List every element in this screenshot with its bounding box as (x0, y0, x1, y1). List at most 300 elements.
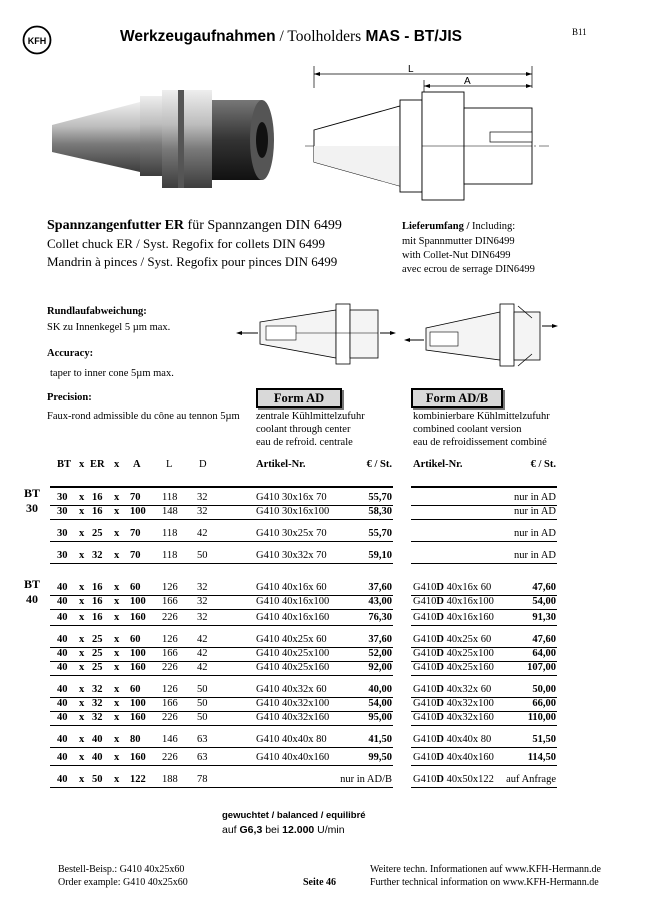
cell-l: 126 (162, 634, 178, 645)
row-divider (50, 747, 393, 748)
header-divider (411, 486, 557, 488)
table-row (0, 697, 645, 711)
cell-x2: x (114, 612, 120, 623)
cell-a: 70 (130, 550, 141, 561)
cell-x1: x (79, 774, 85, 785)
cell-a: 100 (130, 648, 146, 659)
cell-bt: 30 (57, 492, 68, 503)
article-2-form: D (436, 634, 444, 645)
cell-er: 50 (92, 774, 103, 785)
cell-l: 226 (162, 752, 178, 763)
cell-l: 166 (162, 648, 178, 659)
article-2-prefix: G410 (413, 684, 437, 695)
cell-d: 50 (197, 698, 208, 709)
cell-l: 118 (162, 492, 178, 503)
cell-er: 40 (92, 734, 103, 745)
cell-a: 100 (130, 506, 146, 517)
cell-l: 118 (162, 550, 178, 561)
cell-er: 25 (92, 634, 103, 645)
cell-bt: 40 (57, 752, 68, 763)
table-row (0, 527, 645, 541)
delivery-line-3: avec ecrou de serrage DIN6499 (402, 264, 535, 275)
title-sep: / (275, 28, 288, 45)
cell-d: 42 (197, 648, 208, 659)
cell-l: 126 (162, 684, 178, 695)
cell-x1: x (79, 712, 85, 723)
cell-x2: x (114, 648, 120, 659)
cell-d: 32 (197, 582, 208, 593)
cell-bt: 40 (57, 596, 68, 607)
title-de: Werkzeugaufnahmen (120, 28, 276, 45)
cell-price: 54,00 (368, 698, 392, 709)
cell-x1: x (79, 662, 85, 673)
cell-a: 160 (130, 612, 146, 623)
cell-x1: x (79, 550, 85, 561)
article-2-prefix: G410 (413, 612, 437, 623)
cell-d: 42 (197, 634, 208, 645)
page-title (120, 28, 462, 46)
table-header (0, 458, 645, 472)
col-x1: x (79, 459, 85, 470)
group-bt40-size: 40 (26, 592, 38, 606)
table-row (0, 505, 645, 519)
cell-x2: x (114, 774, 120, 785)
cell-article: G410 40x25x160 (256, 662, 330, 673)
cell-d: 50 (197, 712, 208, 723)
table-row (0, 683, 645, 697)
cell-x1: x (79, 698, 85, 709)
cell-bt: 40 (57, 774, 68, 785)
cell-a: 60 (130, 582, 141, 593)
footer-info-en: Further technical information on www.KFH-Hermann.de (370, 877, 599, 888)
cell-x1: x (79, 634, 85, 645)
article-2-suffix: 40x16x160 (443, 612, 494, 623)
group-bt30-bt: BT (24, 486, 41, 500)
cell-a: 70 (130, 492, 141, 503)
dim-a-label: A (464, 76, 471, 87)
product-name-rest: für Spannzangen DIN 6499 (184, 218, 342, 233)
article-2-form: D (436, 662, 444, 673)
cell-a: 122 (130, 774, 146, 785)
spec-de-title: Rundlaufabweichung: (47, 306, 147, 317)
row-divider (411, 787, 557, 788)
cell-price: 43,00 (368, 596, 392, 607)
title-en: Toolholders (287, 28, 362, 45)
cell-x2: x (114, 596, 120, 607)
cell-er: 32 (92, 698, 103, 709)
article-2-suffix: 40x16x100 (443, 596, 494, 607)
article-2-form: D (436, 712, 444, 723)
article-2-suffix: 40x25x100 (443, 648, 494, 659)
cell-x2: x (114, 634, 120, 645)
article-2-prefix: G410 (413, 712, 437, 723)
cell-price: 92,00 (368, 662, 392, 673)
article-2-prefix: G410 (413, 596, 437, 607)
col-x2: x (114, 459, 120, 470)
col-l: L (166, 459, 173, 470)
cell-a: 80 (130, 734, 141, 745)
col-art2: Artikel-Nr. (413, 459, 463, 470)
cell-x2: x (114, 712, 120, 723)
article-2-form: D (436, 684, 444, 695)
cell-price-2: 66,00 (532, 698, 556, 709)
cell-x1: x (79, 492, 85, 503)
col-price: € / St. (366, 459, 392, 470)
cell-price-2: 51,50 (532, 734, 556, 745)
balance-rpm: 12.000 (282, 824, 315, 836)
article-2-form: D (436, 612, 444, 623)
product-line-fr: Mandrin à pinces / Syst. Regofix pour pinces DIN 6499 (47, 254, 338, 269)
cell-price-2: nur in AD (514, 492, 556, 503)
cell-price-2: 64,00 (532, 648, 556, 659)
cell-d: 32 (197, 492, 208, 503)
cell-article: G410 40x40x 80 (256, 734, 327, 745)
col-a: A (133, 459, 141, 470)
cell-price: 76,30 (368, 612, 392, 623)
cell-er: 25 (92, 528, 103, 539)
cell-bt: 40 (57, 612, 68, 623)
cell-price-2: 47,60 (532, 634, 556, 645)
row-divider (411, 675, 557, 676)
row-divider (50, 725, 393, 726)
row-divider (411, 563, 557, 564)
cell-x1: x (79, 506, 85, 517)
delivery-title-en: Including: (469, 221, 516, 232)
cell-bt: 30 (57, 506, 68, 517)
delivery-line-1: mit Spannmutter DIN6499 (402, 236, 515, 247)
row-divider (411, 609, 557, 610)
cell-price-2: 91,30 (532, 612, 556, 623)
form-ad-box: Form AD (256, 388, 342, 408)
row-divider (411, 747, 557, 748)
cell-article: G410 30x16x100 (256, 506, 330, 517)
footer-order-de: Bestell-Beisp.: G410 40x25x60 (58, 864, 185, 875)
cell-er: 32 (92, 684, 103, 695)
table-row (0, 595, 645, 609)
cell-er: 16 (92, 492, 103, 503)
cell-price: 41,50 (368, 734, 392, 745)
footer-page-number: Seite 46 (303, 877, 337, 888)
article-2-form: D (436, 698, 444, 709)
article-2-suffix: 40x25x160 (443, 662, 494, 673)
cell-price: 55,70 (368, 492, 392, 503)
cell-l: 226 (162, 712, 178, 723)
logo-text: KFH (27, 36, 47, 46)
cell-x1: x (79, 648, 85, 659)
cell-price: 37,60 (368, 582, 392, 593)
cell-bt: 40 (57, 634, 68, 645)
cell-d: 42 (197, 662, 208, 673)
row-divider (411, 725, 557, 726)
cell-x1: x (79, 612, 85, 623)
cell-a: 60 (130, 684, 141, 695)
cell-l: 188 (162, 774, 178, 785)
footer-order-en: Order example: G410 40x25x60 (58, 877, 188, 888)
cell-price: 99,50 (368, 752, 392, 763)
form-ad-line-2: coolant through center (256, 424, 351, 435)
cell-x1: x (79, 528, 85, 539)
form-adb-box: Form AD/B (411, 388, 503, 408)
form-ad-line-1: zentrale Kühlmittelzufuhr (256, 411, 365, 422)
cell-a: 70 (130, 528, 141, 539)
cell-bt: 40 (57, 734, 68, 745)
cell-bt: 40 (57, 684, 68, 695)
col-price2: € / St. (530, 459, 556, 470)
cell-a: 160 (130, 662, 146, 673)
row-divider (411, 541, 557, 542)
spec-fr-text: Faux-rond admissible du cône au tennon 5µm (47, 411, 240, 422)
cell-price-2: 110,00 (527, 712, 556, 723)
article-2-suffix: 40x32x160 (443, 712, 494, 723)
cell-article: G410 40x16x160 (256, 612, 330, 623)
col-art: Artikel-Nr. (256, 459, 306, 470)
cell-x2: x (114, 662, 120, 673)
article-2-suffix: 40x50x122 (443, 774, 494, 785)
row-divider (50, 609, 393, 610)
article-2-prefix: G410 (413, 698, 437, 709)
col-d: D (199, 459, 207, 470)
cell-x1: x (79, 582, 85, 593)
cell-bt: 40 (57, 662, 68, 673)
cell-l: 118 (162, 528, 178, 539)
cell-l: 146 (162, 734, 178, 745)
article-2-suffix: 40x16x 60 (443, 582, 492, 593)
cell-bt: 40 (57, 712, 68, 723)
row-divider (50, 787, 393, 788)
cell-bt: 40 (57, 648, 68, 659)
cell-l: 166 (162, 596, 178, 607)
cell-er: 25 (92, 648, 103, 659)
cell-er: 16 (92, 506, 103, 517)
cell-x1: x (79, 684, 85, 695)
article-2-prefix: G410 (413, 752, 437, 763)
balance-unit: U/min (314, 824, 345, 836)
product-line-en: Collet chuck ER / Syst. Regofix for collets DIN 6499 (47, 236, 326, 251)
delivery-title (402, 221, 515, 232)
delivery-title-de: Lieferumfang / (402, 221, 470, 232)
article-2-form: D (436, 752, 444, 763)
dim-l-label: L (408, 64, 414, 75)
row-divider (50, 675, 393, 676)
row-divider (411, 625, 557, 626)
row-divider (50, 519, 393, 520)
cell-x2: x (114, 752, 120, 763)
balance-mid: bei (262, 824, 283, 836)
cell-x2: x (114, 684, 120, 695)
cell-article: G410 40x25x100 (256, 648, 330, 659)
cell-a: 100 (130, 596, 146, 607)
group-bt30-size: 30 (26, 501, 38, 515)
article-2-prefix: G410 (413, 734, 437, 745)
spec-de-text: SK zu Innenkegel 5 µm max. (47, 322, 171, 333)
title-bold: MAS - BT/JIS (361, 28, 462, 45)
cell-er: 32 (92, 550, 103, 561)
cell-price: 40,00 (368, 684, 392, 695)
table-row (0, 773, 645, 787)
row-divider (50, 541, 393, 542)
header-divider (50, 486, 393, 488)
cell-price-2: nur in AD (514, 528, 556, 539)
cell-x1: x (79, 734, 85, 745)
cell-a: 60 (130, 634, 141, 645)
cell-price-2: 50,00 (532, 684, 556, 695)
row-divider (50, 563, 393, 564)
cell-l: 166 (162, 698, 178, 709)
cell-d: 32 (197, 506, 208, 517)
cell-price: nur in AD/B (340, 774, 392, 785)
balance-pre: auf (222, 824, 240, 836)
table-row (0, 751, 645, 765)
cell-x2: x (114, 734, 120, 745)
cell-d: 63 (197, 734, 208, 745)
cell-price-2: 114,50 (527, 752, 556, 763)
table-row (0, 711, 645, 725)
article-2-prefix: G410 (413, 774, 437, 785)
technical-drawing (300, 58, 560, 208)
cell-d: 50 (197, 550, 208, 561)
form-adb-line-2: combined coolant version (413, 424, 522, 435)
cell-x2: x (114, 582, 120, 593)
cell-article: G410 40x40x160 (256, 752, 330, 763)
cell-l: 226 (162, 662, 178, 673)
cell-a: 100 (130, 698, 146, 709)
article-2-suffix: 40x25x 60 (443, 634, 492, 645)
article-2-suffix: 40x40x 80 (443, 734, 492, 745)
article-2-prefix: G410 (413, 662, 437, 673)
cell-d: 42 (197, 528, 208, 539)
cell-d: 78 (197, 774, 208, 785)
cell-l: 226 (162, 612, 178, 623)
cell-x2: x (114, 492, 120, 503)
product-title (47, 218, 342, 234)
cell-x2: x (114, 506, 120, 517)
cell-er: 16 (92, 612, 103, 623)
row-divider (50, 625, 393, 626)
cell-price: 37,60 (368, 634, 392, 645)
cell-price-2: 107,00 (527, 662, 556, 673)
table-row (0, 661, 645, 675)
cell-d: 32 (197, 612, 208, 623)
cell-bt: 40 (57, 698, 68, 709)
balance-line-1: gewuchtet / balanced / equilibré (222, 810, 366, 821)
group-bt40-bt: BT (24, 577, 41, 591)
table-row (0, 611, 645, 625)
cell-price: 58,30 (368, 506, 392, 517)
balance-line-2 (222, 824, 345, 836)
table-row (0, 581, 645, 595)
table-row (0, 647, 645, 661)
article-2-form: D (436, 734, 444, 745)
cell-price: 59,10 (368, 550, 392, 561)
table-row (0, 633, 645, 647)
article-2-prefix: G410 (413, 582, 437, 593)
cell-er: 32 (92, 712, 103, 723)
toolholder-photo (40, 80, 280, 200)
cell-l: 148 (162, 506, 178, 517)
article-2-suffix: 40x32x 60 (443, 684, 492, 695)
form-adb-drawing (400, 296, 560, 368)
cell-article: G410 40x32x 60 (256, 684, 327, 695)
cell-d: 63 (197, 752, 208, 763)
cell-article: G410 40x25x 60 (256, 634, 327, 645)
cell-d: 50 (197, 684, 208, 695)
cell-price-2: nur in AD (514, 506, 556, 517)
row-divider (411, 519, 557, 520)
cell-price-2: auf Anfrage (506, 774, 556, 785)
cell-article: G410 30x32x 70 (256, 550, 327, 561)
cell-x2: x (114, 550, 120, 561)
cell-article: G410 40x32x160 (256, 712, 330, 723)
article-2-suffix: 40x40x160 (443, 752, 494, 763)
cell-er: 16 (92, 596, 103, 607)
cell-a: 160 (130, 752, 146, 763)
col-er: ER (90, 459, 105, 470)
article-2-suffix: 40x32x100 (443, 698, 494, 709)
cell-price: 95,00 (368, 712, 392, 723)
cell-price-2: 47,60 (532, 582, 556, 593)
article-2-prefix: G410 (413, 648, 437, 659)
spec-en-title: Accuracy: (47, 348, 94, 359)
form-adb-line-1: kombinierbare Kühlmittelzufuhr (413, 411, 550, 422)
article-2-prefix: G410 (413, 634, 437, 645)
cell-d: 32 (197, 596, 208, 607)
form-ad-drawing (236, 296, 396, 368)
page-code: B11 (572, 27, 587, 37)
kfh-logo (22, 25, 52, 55)
article-2-form: D (436, 596, 444, 607)
spec-fr-title: Precision: (47, 392, 92, 403)
row-divider (411, 765, 557, 766)
delivery-line-2: with Collet-Nut DIN6499 (402, 250, 511, 261)
cell-bt: 30 (57, 528, 68, 539)
table-row (0, 549, 645, 563)
cell-x1: x (79, 596, 85, 607)
cell-price: 55,70 (368, 528, 392, 539)
article-2-form: D (436, 648, 444, 659)
cell-bt: 40 (57, 582, 68, 593)
cell-article: G410 30x16x 70 (256, 492, 327, 503)
cell-article: G410 40x16x 60 (256, 582, 327, 593)
form-ad-line-3: eau de refroid. centrale (256, 437, 353, 448)
cell-price: 52,00 (368, 648, 392, 659)
table-row (0, 491, 645, 505)
cell-er: 40 (92, 752, 103, 763)
cell-bt: 30 (57, 550, 68, 561)
cell-article: G410 30x25x 70 (256, 528, 327, 539)
cell-a: 160 (130, 712, 146, 723)
article-2-form: D (436, 774, 444, 785)
cell-article: G410 40x16x100 (256, 596, 330, 607)
cell-price-2: 54,00 (532, 596, 556, 607)
cell-price-2: nur in AD (514, 550, 556, 561)
form-adb-line-3: eau de refroidissement combiné (413, 437, 547, 448)
col-bt: BT (57, 459, 72, 470)
cell-x2: x (114, 528, 120, 539)
spec-en-text: taper to inner cone 5µm max. (50, 368, 174, 379)
cell-l: 126 (162, 582, 178, 593)
row-divider (50, 765, 393, 766)
cell-er: 16 (92, 582, 103, 593)
footer-info-de: Weitere techn. Informationen auf www.KFH-Hermann.de (370, 864, 601, 875)
cell-x1: x (79, 752, 85, 763)
cell-er: 25 (92, 662, 103, 673)
cell-article: G410 40x32x100 (256, 698, 330, 709)
product-name-bold: Spannzangenfutter ER (47, 218, 185, 233)
cell-x2: x (114, 698, 120, 709)
balance-grade: G6,3 (239, 824, 263, 836)
table-row (0, 733, 645, 747)
article-2-form: D (436, 582, 444, 593)
